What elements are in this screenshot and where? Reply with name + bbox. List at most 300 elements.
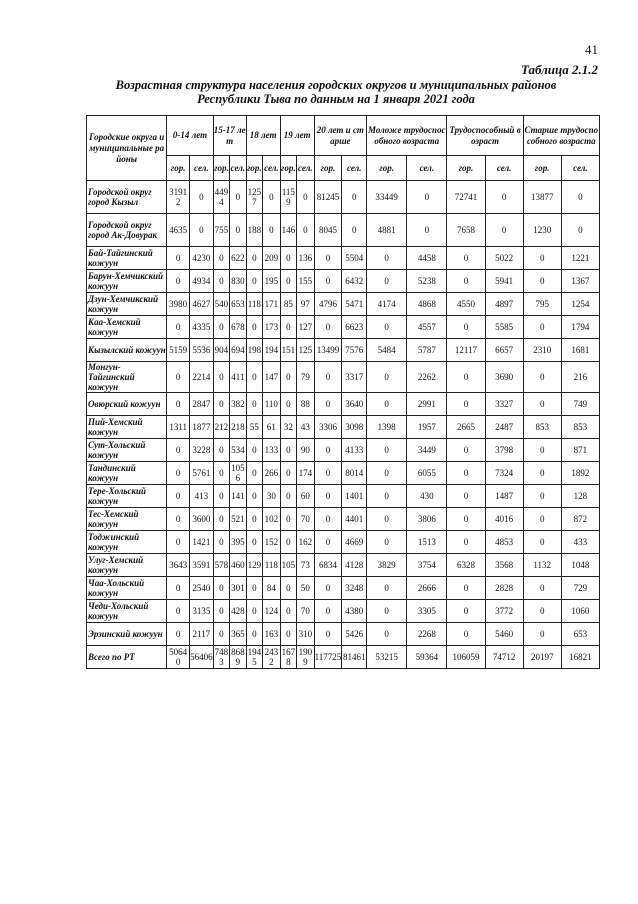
subheader-urban: гор. <box>213 156 229 181</box>
row-value-cell: 0 <box>523 531 561 554</box>
row-region-name: Улуг-Хемский кожуун <box>87 554 167 577</box>
table-row <box>87 439 600 462</box>
row-value-cell: 53215 <box>367 646 407 669</box>
row-value-cell: 0 <box>263 214 281 247</box>
row-region-name: Городской округ город Ак-Довурак <box>87 214 167 247</box>
table-row <box>87 293 600 316</box>
row-value-cell: 0 <box>367 600 407 623</box>
row-value-cell: 0 <box>314 393 342 416</box>
row-value-cell: 128 <box>561 485 599 508</box>
row-value-cell: 173 <box>263 316 281 339</box>
row-value-cell: 136 <box>297 247 315 270</box>
row-value-cell: 3643 <box>167 554 190 577</box>
header-group-20-plus: 20 лет и старше <box>314 116 367 156</box>
row-value-cell: 6432 <box>342 270 367 293</box>
row-value-cell: 4934 <box>190 270 214 293</box>
row-value-cell: 0 <box>447 462 485 485</box>
table-row <box>87 577 600 600</box>
row-value-cell: 3305 <box>407 600 447 623</box>
row-value-cell: 5585 <box>485 316 523 339</box>
row-value-cell: 1681 <box>561 339 599 362</box>
row-region-name: Городской округ город Кызыл <box>87 181 167 214</box>
row-region-name: Кызылский кожуун <box>87 339 167 362</box>
row-region-name: Всего по РТ <box>87 646 167 669</box>
row-value-cell: 3228 <box>190 439 214 462</box>
row-value-cell: 749 <box>561 393 599 416</box>
row-value-cell: 12117 <box>447 339 485 362</box>
row-value-cell: 1159 <box>280 181 296 214</box>
row-value-cell: 0 <box>485 214 523 247</box>
row-value-cell: 60 <box>297 485 315 508</box>
row-value-cell: 3640 <box>342 393 367 416</box>
row-value-cell: 102 <box>263 508 281 531</box>
row-value-cell: 0 <box>447 439 485 462</box>
row-value-cell: 4494 <box>213 181 229 214</box>
row-value-cell: 0 <box>447 531 485 554</box>
row-value-cell: 2540 <box>190 577 214 600</box>
title-line-1: Возрастная структура населения городских округов и муниципальных районов <box>115 78 557 92</box>
row-value-cell: 755 <box>213 214 229 247</box>
subheader-urban: гор. <box>246 156 262 181</box>
row-value-cell: 1957 <box>407 416 447 439</box>
row-value-cell: 212 <box>213 416 229 439</box>
row-value-cell: 188 <box>246 214 262 247</box>
row-value-cell: 0 <box>447 600 485 623</box>
row-value-cell: 198 <box>246 339 262 362</box>
row-value-cell: 1877 <box>190 416 214 439</box>
row-value-cell: 3980 <box>167 293 190 316</box>
row-value-cell: 0 <box>523 316 561 339</box>
row-value-cell: 6328 <box>447 554 485 577</box>
row-value-cell: 7658 <box>447 214 485 247</box>
row-value-cell: 124 <box>263 600 281 623</box>
row-value-cell: 127 <box>297 316 315 339</box>
row-value-cell: 0 <box>523 508 561 531</box>
row-value-cell: 0 <box>246 531 262 554</box>
row-value-cell: 0 <box>213 485 229 508</box>
row-value-cell: 147 <box>263 362 281 393</box>
row-value-cell: 0 <box>246 439 262 462</box>
table-label: Таблица 2.1.2 <box>520 62 598 77</box>
row-value-cell: 0 <box>447 316 485 339</box>
row-value-cell: 534 <box>230 439 246 462</box>
row-value-cell: 1398 <box>367 416 407 439</box>
row-value-cell: 0 <box>367 247 407 270</box>
row-value-cell: 0 <box>167 393 190 416</box>
subheader-rural: сел. <box>561 156 599 181</box>
table-body <box>87 181 600 669</box>
subheader-urban: гор. <box>367 156 407 181</box>
row-value-cell: 72741 <box>447 181 485 214</box>
row-value-cell: 30 <box>263 485 281 508</box>
row-value-cell: 0 <box>280 362 296 393</box>
row-value-cell: 4458 <box>407 247 447 270</box>
row-value-cell: 0 <box>246 600 262 623</box>
row-value-cell: 50 <box>297 577 315 600</box>
row-value-cell: 31912 <box>167 181 190 214</box>
table-row <box>87 485 600 508</box>
table-row <box>87 623 600 646</box>
row-value-cell: 0 <box>314 577 342 600</box>
row-value-cell: 3327 <box>485 393 523 416</box>
row-value-cell: 0 <box>297 181 315 214</box>
title-line-2: Республики Тыва по данным на 1 января 2021 года <box>197 92 475 106</box>
row-value-cell: 162 <box>297 531 315 554</box>
row-value-cell: 4669 <box>342 531 367 554</box>
row-value-cell: 382 <box>230 393 246 416</box>
row-value-cell: 1230 <box>523 214 561 247</box>
row-value-cell: 0 <box>367 508 407 531</box>
row-value-cell: 8689 <box>231 647 245 667</box>
subheader-urban: гор. <box>280 156 296 181</box>
row-value-cell: 6055 <box>407 462 447 485</box>
row-value-cell: 3317 <box>342 362 367 393</box>
row-value-cell: 0 <box>230 181 246 214</box>
row-value-cell: 0 <box>167 531 190 554</box>
row-value-cell: 0 <box>485 181 523 214</box>
row-value-cell: 129 <box>246 554 262 577</box>
row-value-cell: 84 <box>263 577 281 600</box>
row-value-cell: 433 <box>561 531 599 554</box>
row-value-cell: 0 <box>561 214 599 247</box>
row-value-cell: 90 <box>297 439 315 462</box>
row-value-cell: 4174 <box>367 293 407 316</box>
table-row <box>87 416 600 439</box>
table-row <box>87 270 600 293</box>
row-value-cell: 521 <box>230 508 246 531</box>
table-row <box>87 214 600 247</box>
row-value-cell: 0 <box>280 247 296 270</box>
row-value-cell: 0 <box>523 362 561 393</box>
row-value-cell: 0 <box>167 316 190 339</box>
row-value-cell: 4016 <box>485 508 523 531</box>
row-value-cell: 0 <box>367 577 407 600</box>
subheader-rural: сел. <box>485 156 523 181</box>
header-group-15-17: 15-17 лет <box>213 116 246 156</box>
table-row <box>87 181 600 214</box>
table-row <box>87 393 600 416</box>
subheader-rural: сел. <box>342 156 367 181</box>
row-value-cell: 3772 <box>485 600 523 623</box>
row-value-cell: 0 <box>314 362 342 393</box>
row-value-cell: 0 <box>523 577 561 600</box>
row-value-cell: 0 <box>280 393 296 416</box>
row-region-name: Дзун-Хемчикский кожуун <box>87 293 167 316</box>
subheader-rural: сел. <box>407 156 447 181</box>
row-value-cell: 0 <box>367 439 407 462</box>
row-region-name: Каа-Хемский кожуун <box>87 316 167 339</box>
row-value-cell: 578 <box>213 554 229 577</box>
row-value-cell: 0 <box>523 247 561 270</box>
row-value-cell: 2665 <box>447 416 485 439</box>
row-value-cell: 0 <box>367 270 407 293</box>
row-value-cell: 729 <box>561 577 599 600</box>
row-value-cell: 0 <box>447 393 485 416</box>
row-value-cell: 2310 <box>523 339 561 362</box>
row-value-cell: 460 <box>230 554 246 577</box>
row-value-cell: 3754 <box>407 554 447 577</box>
row-value-cell: 0 <box>213 247 229 270</box>
row-value-cell: 3135 <box>190 600 214 623</box>
row-value-cell: 904 <box>213 339 229 362</box>
row-value-cell: 5471 <box>342 293 367 316</box>
table-row <box>87 531 600 554</box>
row-value-cell: 0 <box>314 623 342 646</box>
subheader-urban: гор. <box>447 156 485 181</box>
row-value-cell: 152 <box>263 531 281 554</box>
table-row <box>87 462 600 485</box>
row-value-cell: 0 <box>213 270 229 293</box>
row-value-cell: 32 <box>280 416 296 439</box>
table-row <box>87 600 600 623</box>
row-value-cell: 20197 <box>523 646 561 669</box>
row-value-cell: 0 <box>523 393 561 416</box>
row-value-cell: 0 <box>447 577 485 600</box>
row-value-cell: 88 <box>297 393 315 416</box>
row-value-cell: 43 <box>297 416 315 439</box>
row-value-cell: 301 <box>230 577 246 600</box>
row-region-name: Барун-Хемчикский кожуун <box>87 270 167 293</box>
subheader-rural: сел. <box>263 156 281 181</box>
row-value-cell: 0 <box>314 270 342 293</box>
row-value-cell: 6657 <box>485 339 523 362</box>
row-value-cell: 310 <box>297 623 315 646</box>
row-value-cell: 2214 <box>190 362 214 393</box>
row-value-cell: 0 <box>213 439 229 462</box>
table-row <box>87 316 600 339</box>
row-value-cell: 79 <box>297 362 315 393</box>
row-value-cell: 795 <box>523 293 561 316</box>
table-row <box>87 554 600 577</box>
row-value-cell: 5941 <box>485 270 523 293</box>
row-value-cell: 1311 <box>167 416 190 439</box>
table-row <box>87 339 600 362</box>
row-region-name: Тандинский кожуун <box>87 462 167 485</box>
row-value-cell: 6834 <box>314 554 342 577</box>
row-value-cell: 3806 <box>407 508 447 531</box>
row-value-cell: 853 <box>561 416 599 439</box>
row-value-cell: 2847 <box>190 393 214 416</box>
row-value-cell: 1048 <box>561 554 599 577</box>
row-value-cell: 0 <box>280 623 296 646</box>
row-value-cell: 3591 <box>190 554 214 577</box>
row-value-cell: 0 <box>447 270 485 293</box>
row-value-cell: 0 <box>367 316 407 339</box>
row-value-cell: 413 <box>190 485 214 508</box>
header-group-working-age: Трудоспособный возраст <box>447 116 523 156</box>
row-value-cell: 0 <box>213 577 229 600</box>
row-value-cell: 0 <box>280 577 296 600</box>
row-value-cell: 1945 <box>247 647 262 667</box>
row-value-cell: 0 <box>342 214 367 247</box>
row-value-cell: 0 <box>314 247 342 270</box>
row-value-cell: 0 <box>447 485 485 508</box>
row-value-cell: 195 <box>263 270 281 293</box>
row-value-cell: 55 <box>246 416 262 439</box>
row-value-cell: 0 <box>342 181 367 214</box>
row-value-cell: 0 <box>523 600 561 623</box>
row-value-cell: 1487 <box>485 485 523 508</box>
row-value-cell: 2262 <box>407 362 447 393</box>
row-value-cell: 3568 <box>485 554 523 577</box>
row-value-cell: 0 <box>263 181 281 214</box>
row-value-cell: 0 <box>407 181 447 214</box>
row-value-cell: 0 <box>280 485 296 508</box>
row-region-name: Тес-Хемский кожуун <box>87 508 167 531</box>
row-value-cell: 5426 <box>342 623 367 646</box>
row-value-cell: 61 <box>263 416 281 439</box>
row-value-cell: 0 <box>314 508 342 531</box>
row-value-cell: 0 <box>167 362 190 393</box>
row-value-cell: 0 <box>367 462 407 485</box>
row-value-cell: 0 <box>367 362 407 393</box>
row-value-cell: 4881 <box>367 214 407 247</box>
row-value-cell: 5022 <box>485 247 523 270</box>
row-value-cell: 0 <box>280 439 296 462</box>
row-region-name: Чеди-Хольский кожуун <box>87 600 167 623</box>
row-value-cell: 7324 <box>485 462 523 485</box>
row-value-cell: 1678 <box>281 647 296 667</box>
row-value-cell: 4335 <box>190 316 214 339</box>
row-value-cell: 0 <box>314 439 342 462</box>
row-value-cell: 395 <box>230 531 246 554</box>
row-value-cell: 1060 <box>561 600 599 623</box>
row-value-cell: 0 <box>167 270 190 293</box>
row-value-cell: 0 <box>561 181 599 214</box>
row-value-cell: 0 <box>167 485 190 508</box>
row-value-cell: 59364 <box>407 646 447 669</box>
row-value-cell: 8014 <box>342 462 367 485</box>
row-value-cell: 411 <box>230 362 246 393</box>
row-value-cell: 0 <box>407 214 447 247</box>
row-value-cell: 3829 <box>367 554 407 577</box>
row-value-cell: 0 <box>523 485 561 508</box>
row-value-cell: 0 <box>447 508 485 531</box>
row-value-cell: 365 <box>230 623 246 646</box>
row-value-cell: 430 <box>407 485 447 508</box>
row-value-cell: 13877 <box>523 181 561 214</box>
row-value-cell: 81461 <box>342 646 367 669</box>
row-value-cell: 0 <box>447 623 485 646</box>
row-value-cell: 0 <box>230 214 246 247</box>
row-value-cell: 141 <box>230 485 246 508</box>
row-value-cell: 0 <box>447 247 485 270</box>
row-value-cell: 266 <box>263 462 281 485</box>
row-value-cell: 853 <box>523 416 561 439</box>
row-value-cell: 4550 <box>447 293 485 316</box>
row-value-cell: 0 <box>367 623 407 646</box>
row-value-cell: 70 <box>297 508 315 531</box>
row-value-cell: 2268 <box>407 623 447 646</box>
header-group-over-working-age: Старше трудоспособного возраста <box>523 116 599 156</box>
row-region-name: Тоджинский кожуун <box>87 531 167 554</box>
row-value-cell: 5238 <box>407 270 447 293</box>
row-value-cell: 209 <box>263 247 281 270</box>
row-value-cell: 0 <box>246 485 262 508</box>
row-value-cell: 1254 <box>561 293 599 316</box>
row-value-cell: 0 <box>190 214 214 247</box>
row-value-cell: 1221 <box>561 247 599 270</box>
table-title <box>76 78 596 106</box>
row-value-cell: 0 <box>213 462 229 485</box>
row-value-cell: 4627 <box>190 293 214 316</box>
row-value-cell: 151 <box>280 339 296 362</box>
row-value-cell: 146 <box>280 214 296 247</box>
row-value-cell: 622 <box>230 247 246 270</box>
table-row <box>87 508 600 531</box>
table-header <box>87 116 600 181</box>
row-region-name: Монгун-Тайгинский кожуун <box>87 362 167 393</box>
row-value-cell: 3449 <box>407 439 447 462</box>
row-value-cell: 0 <box>246 508 262 531</box>
row-value-cell: 0 <box>280 531 296 554</box>
row-value-cell: 0 <box>213 393 229 416</box>
row-value-cell: 0 <box>523 270 561 293</box>
row-value-cell: 0 <box>280 508 296 531</box>
row-value-cell: 4796 <box>314 293 342 316</box>
row-value-cell: 0 <box>167 577 190 600</box>
row-value-cell: 174 <box>297 462 315 485</box>
row-value-cell: 73 <box>297 554 315 577</box>
row-value-cell: 0 <box>213 623 229 646</box>
header-region: Городские округа и муниципальные районы <box>87 116 167 181</box>
row-value-cell: 0 <box>246 623 262 646</box>
row-value-cell: 6623 <box>342 316 367 339</box>
row-value-cell: 1132 <box>523 554 561 577</box>
row-value-cell: 3098 <box>342 416 367 439</box>
row-value-cell: 33449 <box>367 181 407 214</box>
row-value-cell: 4897 <box>485 293 523 316</box>
row-value-cell: 0 <box>280 316 296 339</box>
row-value-cell: 0 <box>246 462 262 485</box>
row-value-cell: 97 <box>297 293 315 316</box>
row-value-cell: 5159 <box>167 339 190 362</box>
row-value-cell: 4128 <box>342 554 367 577</box>
row-value-cell: 5761 <box>190 462 214 485</box>
row-value-cell: 5536 <box>190 339 214 362</box>
row-value-cell: 16821 <box>561 646 599 669</box>
row-value-cell: 0 <box>523 439 561 462</box>
row-value-cell: 0 <box>246 393 262 416</box>
row-value-cell: 0 <box>314 316 342 339</box>
row-value-cell: 830 <box>230 270 246 293</box>
row-value-cell: 0 <box>190 181 214 214</box>
row-value-cell: 0 <box>167 462 190 485</box>
row-value-cell: 2828 <box>485 577 523 600</box>
row-value-cell: 50640 <box>167 646 190 669</box>
subheader-rural: сел. <box>230 156 246 181</box>
row-value-cell: 1421 <box>190 531 214 554</box>
row-value-cell: 694 <box>230 339 246 362</box>
row-value-cell: 1909 <box>298 647 313 667</box>
row-value-cell: 1056 <box>231 463 245 483</box>
row-value-cell: 0 <box>297 214 315 247</box>
row-value-cell: 5460 <box>485 623 523 646</box>
table-row <box>87 247 600 270</box>
row-value-cell: 218 <box>230 416 246 439</box>
row-region-name: Овюрский кожуун <box>87 393 167 416</box>
row-value-cell: 5484 <box>367 339 407 362</box>
row-value-cell: 0 <box>246 270 262 293</box>
row-value-cell: 653 <box>561 623 599 646</box>
row-value-cell: 194 <box>263 339 281 362</box>
row-value-cell: 871 <box>561 439 599 462</box>
row-value-cell: 0 <box>213 316 229 339</box>
row-value-cell: 5787 <box>407 339 447 362</box>
subheader-urban: гор. <box>314 156 342 181</box>
age-structure-table <box>86 115 600 669</box>
header-group-under-working-age: Моложе трудоспособного возраста <box>367 116 447 156</box>
